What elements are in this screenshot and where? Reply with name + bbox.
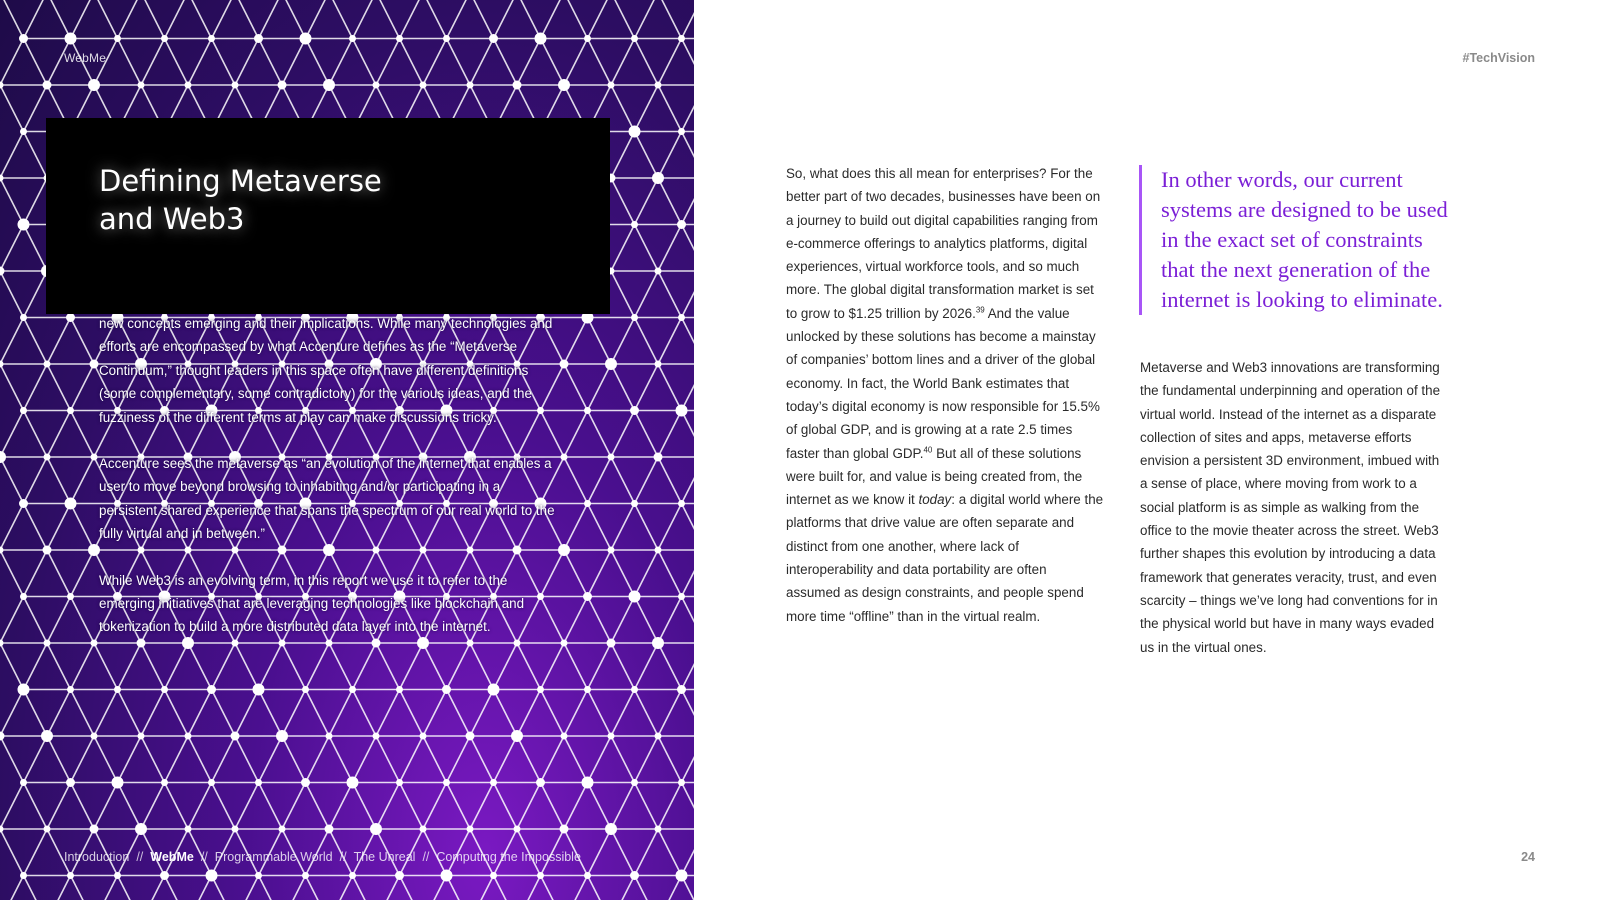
middle-paragraph [786,162,1104,628]
nav-separator: // [422,850,430,864]
section-label: WebMe [64,51,107,65]
footer-navigation [64,850,581,864]
nav-link-introduction[interactable]: Introduction [64,850,130,864]
middle-text-d: : a digital world where the platforms that drive value are often separate and distinct from one another, where lack of interoperability and data portability are often assumed as design constraints, and people spend more time “offline” than in the virtual realm. [786,492,1104,624]
page-title [99,162,519,238]
intro-text [99,312,561,662]
middle-text-b: And the value unlocked by these solutions has become a mainstay of companies’ bottom lines and a driver of the global economy. In fact, the World Bank estimates that today’s digital economy is now responsible for 15.5% of global GDP, and is growing at a rate 2.5 times faster than global GDP. [786,305,1100,461]
nav-separator: // [136,850,144,864]
page-title-line-1: Defining Metaverse [99,164,382,198]
nav-separator: // [200,850,208,864]
intro-paragraph-2: Accenture sees the metaverse as “an evolution of the internet that enables a user to move beyond browsing to inhabiting and/or participating in a persistent shared experience that spans the spectrum of our real world to the fully virtual and in between.” [99,456,555,542]
nav-link-programmable-world[interactable]: Programmable World [214,850,333,864]
middle-text-italic: today [918,492,952,508]
pull-quote: In other words, our current systems are designed to be used in the exact set of constraints that the next generation of the internet is looking to eliminate. [1139,165,1461,315]
nav-link-the-unreal[interactable]: The Unreal [353,850,416,864]
nav-link-webme[interactable]: WebMe [150,850,194,864]
hashtag-label: #TechVision [1462,51,1535,65]
page-title-line-2: and Web3 [99,202,245,236]
middle-text-a: So, what does this all mean for enterprises? For the better part of two decades, businesses have been on a journey to build out digital capabilities ranging from e-commerce offerings to analytics platforms, digital experiences, virtual workforce tools, and so much more. The global digital transformation market is set to grow to $1.25 trillion by 2026. [786,166,1101,321]
nav-link-computing-the-impossible[interactable]: Computing the Impossible [436,850,581,864]
body-column-middle [786,162,1104,628]
cover-panel [0,0,694,900]
nav-separator: // [339,850,347,864]
footnote-ref-40[interactable]: 40 [923,445,933,455]
middle-text-c: But all of these solutions were built for, and value is being created from, the internet as we know it [786,445,1083,508]
page-number: 24 [1521,850,1535,864]
intro-paragraph-3: While Web3 is an evolving term, in this report we use it to refer to the emerging initiatives that are leveraging technologies like blockchain and tokenization to build a more distributed data layer into the internet. [99,572,525,635]
intro-paragraph-1: new concepts emerging and their implications. While many technologies and efforts are encompassed by what Accenture defines as the “Metaverse Continuum,” thought leaders in this space often have different definitions (some complementary, some contradictory) for the various ideas, and the fuzziness of the different terms at play can make discussions tricky. [99,316,553,425]
right-paragraph: Metaverse and Web3 innovations are transforming the fundamental underpinning and operation of the virtual world. Instead of the internet as a disparate collection of sites and apps, metaverse efforts envision a persistent 3D environment, imbued with a sense of place, where moving from work to a social platform is as simple as walking from the office to the movie theater across the street. Web3 further shapes this evolution by introducing a data framework that generates veracity, trust, and even scarcity – things we’ve long had conventions for in the physical world but have in many ways evaded us in the virtual ones. [1140,360,1441,655]
body-column-right [1140,356,1450,659]
footnote-ref-39[interactable]: 39 [975,305,985,315]
title-box [46,118,610,314]
